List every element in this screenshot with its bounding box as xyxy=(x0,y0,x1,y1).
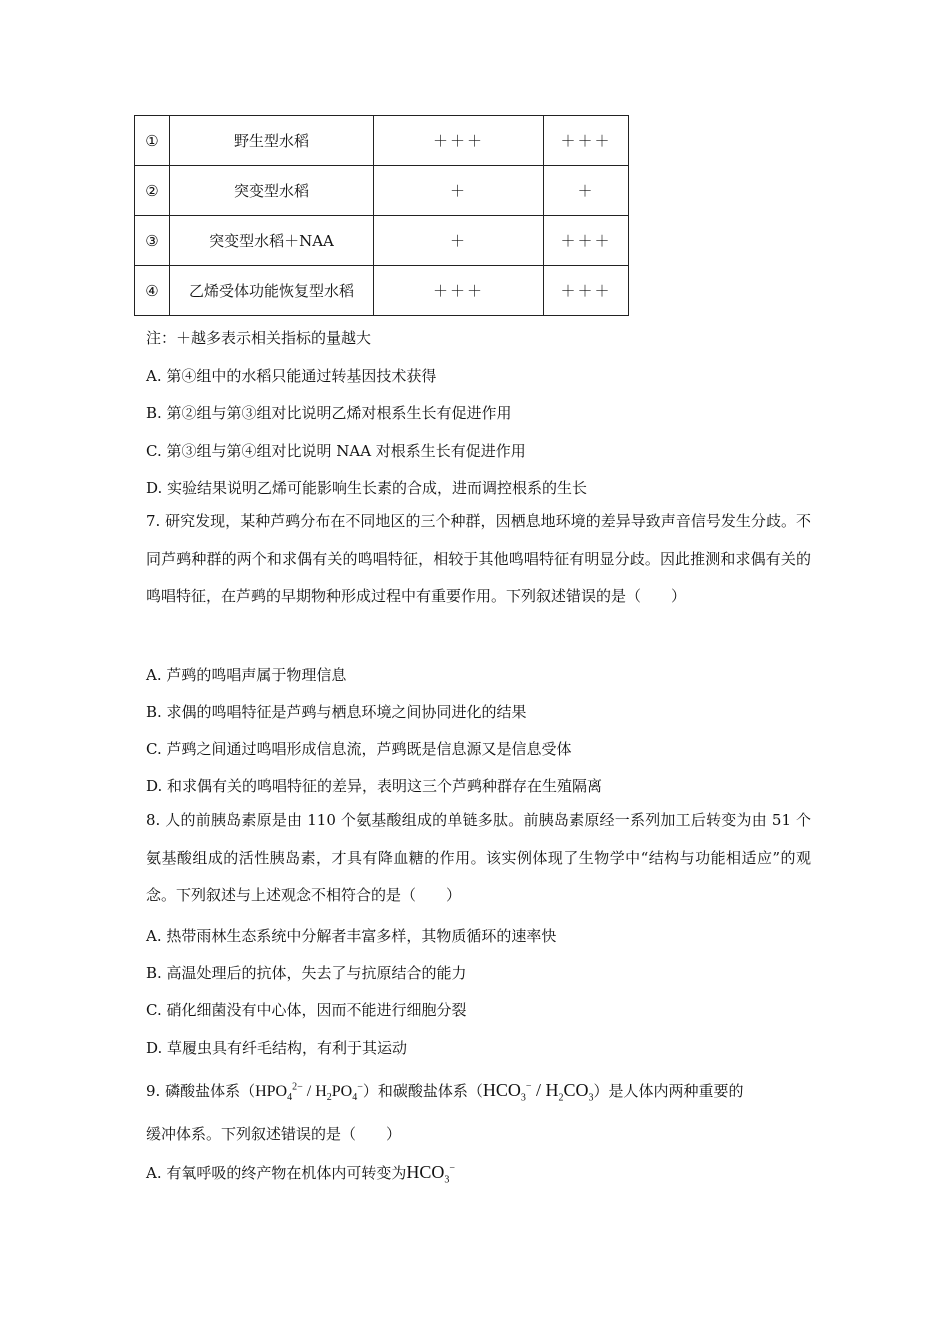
q8-option-c: C. 硝化细菌没有中心体，因而不能进行细胞分裂 xyxy=(146,1001,467,1019)
group-number: ④ xyxy=(135,266,170,316)
q6-option-d: D. 实验结果说明乙烯可能影响生长素的合成，进而调控根系的生长 xyxy=(146,479,588,497)
phosphate-formula: $HPO_4^{2-} / H_2PO_4^-$ xyxy=(255,1081,363,1104)
q7-option-a: A. 芦鹀的鸣唱声属于物理信息 xyxy=(146,666,347,684)
q9-stem-line2: 缓冲体系。下列叙述错误的是（ ） xyxy=(146,1125,402,1143)
q9-stem-line1: 9. 磷酸盐体系$(HPO_4^{2-} / H_2PO_4^-)$和碳酸盐体系$(HCO_3^- / H_2CO_3)$是人体内两种重要的 xyxy=(146,1080,744,1104)
indicator-1: ＋＋＋ xyxy=(374,266,544,316)
q7-option-c: C. 芦鹀之间通过鸣唱形成信息流，芦鹀既是信息源又是信息受体 xyxy=(146,740,572,758)
q8-option-a: A. 热带雨林生态系统中分解者丰富多样，其物质循环的速率快 xyxy=(146,927,557,945)
group-number: ① xyxy=(135,116,170,166)
q6-option-c: C. 第③组与第④组对比说明 NAA 对根系生长有促进作用 xyxy=(146,442,526,460)
carbonate-formula: $HCO_3^- / H_2CO_3$ xyxy=(482,1080,594,1104)
experiment-table xyxy=(134,115,629,316)
q7-option-b: B. 求偶的鸣唱特征是芦鹀与栖息环境之间协同进化的结果 xyxy=(146,703,527,721)
group-name: 野生型水稻 xyxy=(170,116,374,166)
table-row xyxy=(135,266,629,316)
q7-stem: 7. 研究发现，某种芦鹀分布在不同地区的三个种群，因栖息地环境的差异导致声音信号发生分歧。不同芦鹀种群的两个和求偶有关的鸣唱特征，相较于其他鸣唱特征有明显分歧。因此推测和求偶有关的鸣唱特征，在芦鹀的早期物种形成过程中有重要作用。下列叙述错误的是（ ） xyxy=(146,512,811,605)
group-name: 突变型水稻＋NAA xyxy=(170,216,374,266)
q8-stem: 8. 人的前胰岛素原是由 110 个氨基酸组成的单链多肽。前胰岛素原经一系列加工后转变为由 51 个氨基酸组成的活性胰岛素，才具有降血糖的作用。该实例体现了生物学中“结构与功能相适应”的观念。下列叙述与上述观念不相符合的是（ ） xyxy=(146,811,811,904)
indicator-2: ＋ xyxy=(544,166,629,216)
indicator-1: ＋ xyxy=(374,216,544,266)
group-number: ③ xyxy=(135,216,170,266)
indicator-2: ＋＋＋ xyxy=(544,116,629,166)
q6-option-a: A. 第④组中的水稻只能通过转基因技术获得 xyxy=(146,367,437,385)
table-row xyxy=(135,116,629,166)
q9-option-a: A. 有氧呼吸的终产物在机体内可转变为$HCO_3^-$ xyxy=(146,1162,456,1186)
q8-option-b: B. 高温处理后的抗体，失去了与抗原结合的能力 xyxy=(146,964,467,982)
group-number: ② xyxy=(135,166,170,216)
indicator-2: ＋＋＋ xyxy=(544,216,629,266)
q6-option-b: B. 第②组与第③组对比说明乙烯对根系生长有促进作用 xyxy=(146,404,512,422)
indicator-1: ＋ xyxy=(374,166,544,216)
table-note: 注：＋越多表示相关指标的量越大 xyxy=(146,329,372,347)
indicator-1: ＋＋＋ xyxy=(374,116,544,166)
group-name: 突变型水稻 xyxy=(170,166,374,216)
q7-option-d: D. 和求偶有关的鸣唱特征的差异，表明这三个芦鹀种群存在生殖隔离 xyxy=(146,777,603,795)
group-name: 乙烯受体功能恢复型水稻 xyxy=(170,266,374,316)
indicator-2: ＋＋＋ xyxy=(544,266,629,316)
table-row xyxy=(135,216,629,266)
table-row xyxy=(135,166,629,216)
q8-option-d: D. 草履虫具有纤毛结构，有利于其运动 xyxy=(146,1039,408,1057)
bicarbonate-formula: $HCO_3^-$ xyxy=(406,1162,456,1186)
